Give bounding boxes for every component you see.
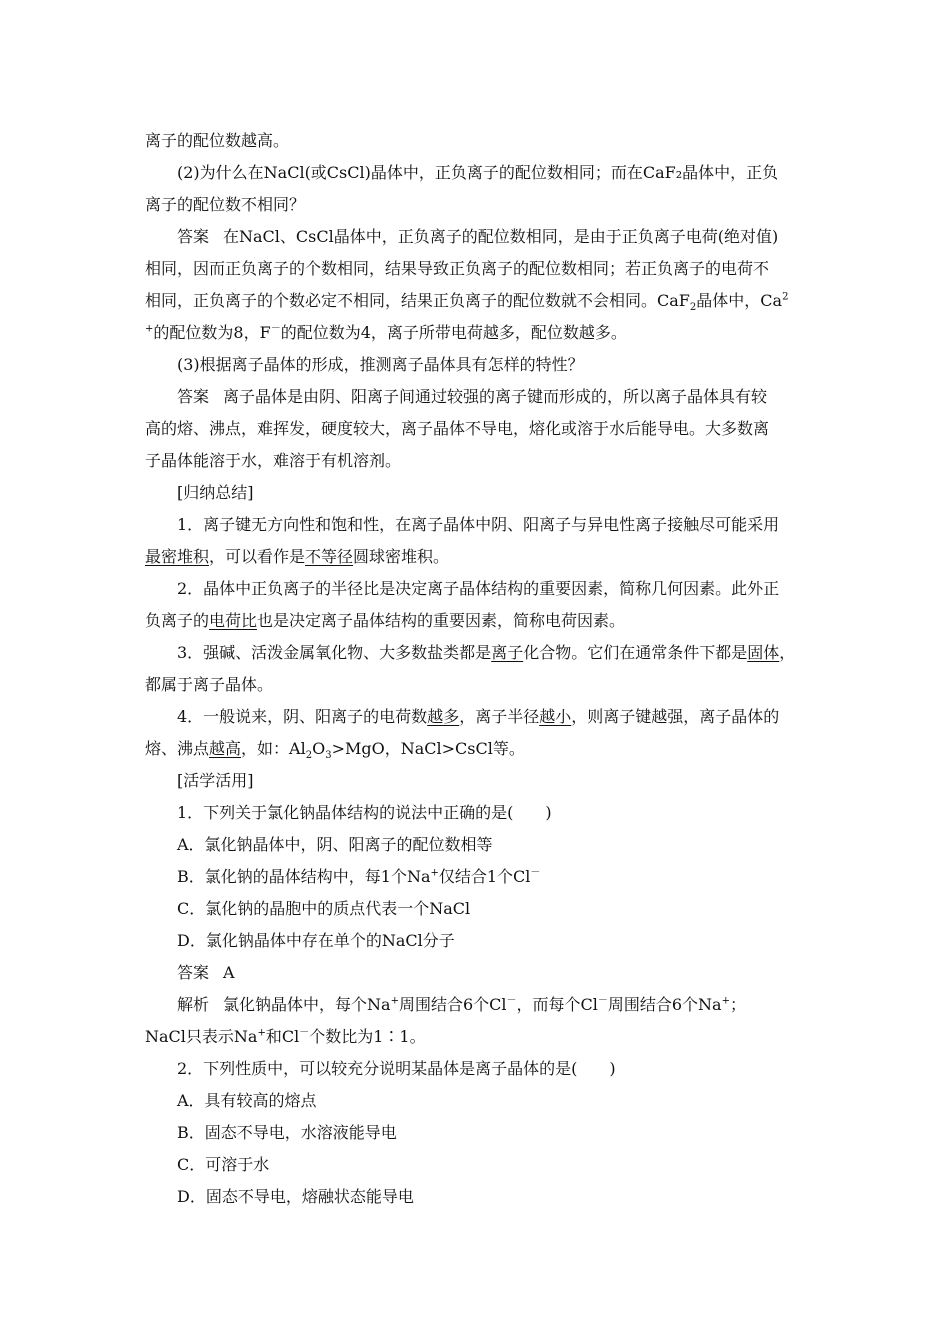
superscript: + xyxy=(257,1027,266,1039)
summary-text: ，则离子键越强，离子晶体的 xyxy=(571,707,780,726)
answer-label: 答案 xyxy=(177,387,210,406)
summary-text: 也是决定离子晶体结构的重要因素，简称电荷因素。 xyxy=(257,611,626,630)
practice-q2-option-d xyxy=(177,1187,842,1207)
answer-text: 在NaCl、CsCl晶体中，正负离子的配位数相同，是由于正负离子电荷(绝对值) xyxy=(223,227,779,246)
option-text: A．具有较高的熔点 xyxy=(177,1091,317,1110)
summary-point-4 xyxy=(145,739,810,762)
question-text: 2．下列性质中，可以较充分说明某晶体是离子晶体的是( ) xyxy=(177,1059,616,1078)
practice-q1-option-b xyxy=(177,867,842,887)
summary-text: 2．晶体中正负离子的半径比是决定离子晶体结构的重要因素，简称几何因素。此外正 xyxy=(177,579,780,598)
practice-q2-option-a xyxy=(177,1091,842,1111)
answer-text: A xyxy=(223,963,235,982)
practice-q1-option-a xyxy=(177,835,842,855)
subscript: 2 xyxy=(305,750,313,762)
answer-text: 离子晶体是由阴、阳离子间通过较强的离子键而形成的，所以离子晶体具有较 xyxy=(223,387,768,406)
fill-in-answer: 离子 xyxy=(491,643,524,662)
fill-in-answer: 最密堆积 xyxy=(145,547,210,566)
analysis-text: 和Cl xyxy=(265,1027,300,1046)
answer-label: 答案 xyxy=(177,227,210,246)
practice-q1-analysis xyxy=(177,995,810,1015)
section-heading: [活学活用] xyxy=(177,771,254,790)
practice-q1-option-d xyxy=(177,931,842,951)
answer-label: 答案 xyxy=(177,963,210,982)
summary-text: 3．强碱、活泼金属氧化物、大多数盐类都是 xyxy=(177,643,492,662)
summary-text: ，离子半径 xyxy=(459,707,540,726)
analysis-text: ； xyxy=(730,995,747,1014)
question-text: (3)根据离子晶体的形成，推测离子晶体具有怎样的特性？ xyxy=(177,355,584,374)
summary-text: 熔、沸点 xyxy=(145,739,210,758)
fill-in-answer: 越多 xyxy=(427,707,460,726)
practice-q2-option-b xyxy=(177,1123,842,1143)
answer-2-line xyxy=(145,323,810,343)
subscript: 3 xyxy=(325,750,332,762)
option-text: C．可溶于水 xyxy=(177,1155,270,1174)
superscript: － xyxy=(597,995,608,1007)
summary-point-2 xyxy=(177,579,810,599)
answer-3-line xyxy=(145,451,810,471)
fill-in-answer: 不等径 xyxy=(305,547,354,566)
summary-text: 化合物。它们在通常条件下都是 xyxy=(523,643,748,662)
superscript: － xyxy=(506,995,517,1007)
text: 离子的配位数越高。 xyxy=(145,131,290,150)
option-text: B．固态不导电，水溶液能导电 xyxy=(177,1123,397,1142)
answer-text: 的配位数为8，F xyxy=(153,323,271,342)
analysis-text: 周围结合6个Cl xyxy=(398,995,507,1014)
summary-point-1 xyxy=(177,515,810,535)
fill-in-answer: 越小 xyxy=(539,707,572,726)
answer-text: 的配位数为4，离子所带电荷越多，配位数越多。 xyxy=(280,323,627,342)
answer-3-line xyxy=(145,419,810,439)
answer-2-line xyxy=(145,259,810,279)
summary-point-4 xyxy=(177,707,810,727)
answer-text: 高的熔、沸点，难挥发，硬度较大，离子晶体不导电，熔化或溶于水后能导电。大多数离 xyxy=(145,419,770,438)
option-text: D．氯化钠晶体中存在单个的NaCl分子 xyxy=(177,931,455,950)
summary-point-3 xyxy=(145,675,810,695)
practice-q1-option-c xyxy=(177,899,842,919)
question-text: 1．下列关于氯化钠晶体结构的说法中正确的是( ) xyxy=(177,803,552,822)
practice-q2-stem xyxy=(177,1059,842,1079)
fill-in-answer: 电荷比 xyxy=(209,611,258,630)
question-text: 离子的配位数不相同？ xyxy=(145,195,306,214)
option-text: B．氯化钠的晶体结构中，每1个Na xyxy=(177,867,431,886)
superscript: 2 xyxy=(782,291,789,303)
question-3-line xyxy=(177,355,842,375)
option-text: A．氯化钠晶体中，阴、阳离子的配位数相等 xyxy=(177,835,493,854)
superscript: － xyxy=(299,1027,310,1039)
superscript: + xyxy=(390,995,399,1007)
fill-in-answer: 越高 xyxy=(209,739,242,758)
practice-q1-answer xyxy=(177,963,842,983)
superscript: + xyxy=(430,867,439,879)
analysis-text: 氯化钠晶体中，每个Na xyxy=(223,995,391,1014)
summary-text: 负离子的 xyxy=(145,611,210,630)
superscript: + xyxy=(145,323,154,335)
summary-text: ，可以看作是 xyxy=(209,547,306,566)
option-text: C．氯化钠的晶胞中的质点代表一个NaCl xyxy=(177,899,471,918)
option-text: 仅结合1个Cl xyxy=(438,867,531,886)
summary-point-2 xyxy=(145,611,810,631)
summary-text: 1．离子键无方向性和饱和性，在离子晶体中阴、阳离子与异电性离子接触尽可能采用 xyxy=(177,515,780,534)
question-2-line xyxy=(177,163,810,183)
superscript: － xyxy=(270,323,281,335)
analysis-text: 个数比为1∶1。 xyxy=(309,1027,426,1046)
analysis-text: 周围结合6个Na xyxy=(607,995,722,1014)
summary-text: ，如：Al xyxy=(241,739,306,758)
analysis-text: ，而每个Cl xyxy=(516,995,598,1014)
superscript: － xyxy=(530,867,541,879)
practice-heading xyxy=(177,771,842,791)
summary-text: 都属于离子晶体。 xyxy=(145,675,274,694)
subscript: 2 xyxy=(689,302,697,314)
practice-q1-analysis xyxy=(145,1027,810,1047)
section-heading: [归纳总结] xyxy=(177,483,254,502)
summary-text: >MgO，NaCl>CsCl等。 xyxy=(331,739,525,758)
practice-q1-stem xyxy=(177,803,842,823)
question-text: (2)为什么在NaCl(或CsCl)晶体中，正负离子的配位数相同；而在CaF₂晶体中，正负 xyxy=(177,163,779,182)
answer-text: 子晶体能溶于水，难溶于有机溶剂。 xyxy=(145,451,402,470)
text-line xyxy=(145,131,810,151)
superscript: + xyxy=(721,995,730,1007)
summary-point-1 xyxy=(145,547,810,567)
summary-heading xyxy=(177,483,842,503)
answer-text: 相同，正负离子的个数必定不相同，结果正负离子的配位数就不会相同。CaF xyxy=(145,291,690,310)
analysis-text: NaCl只表示Na xyxy=(145,1027,258,1046)
summary-text: O xyxy=(312,739,326,758)
question-2-line xyxy=(145,195,810,215)
answer-2-line xyxy=(145,291,810,314)
fill-in-answer: 固体 xyxy=(747,643,780,662)
summary-point-3 xyxy=(177,643,810,663)
answer-3-line xyxy=(177,387,810,407)
option-text: D．固态不导电，熔融状态能导电 xyxy=(177,1187,414,1206)
answer-text: 相同，因而正负离子的个数相同，结果导致正负离子的配位数相同；若正负离子的电荷不 xyxy=(145,259,770,278)
answer-text: 晶体中，Ca xyxy=(696,291,783,310)
summary-text: ， xyxy=(779,643,796,662)
analysis-label: 解析 xyxy=(177,995,210,1014)
answer-2-line xyxy=(177,227,810,247)
summary-text: 圆球密堆积。 xyxy=(353,547,450,566)
practice-q2-option-c xyxy=(177,1155,842,1175)
summary-text: 4．一般说来，阴、阳离子的电荷数 xyxy=(177,707,428,726)
